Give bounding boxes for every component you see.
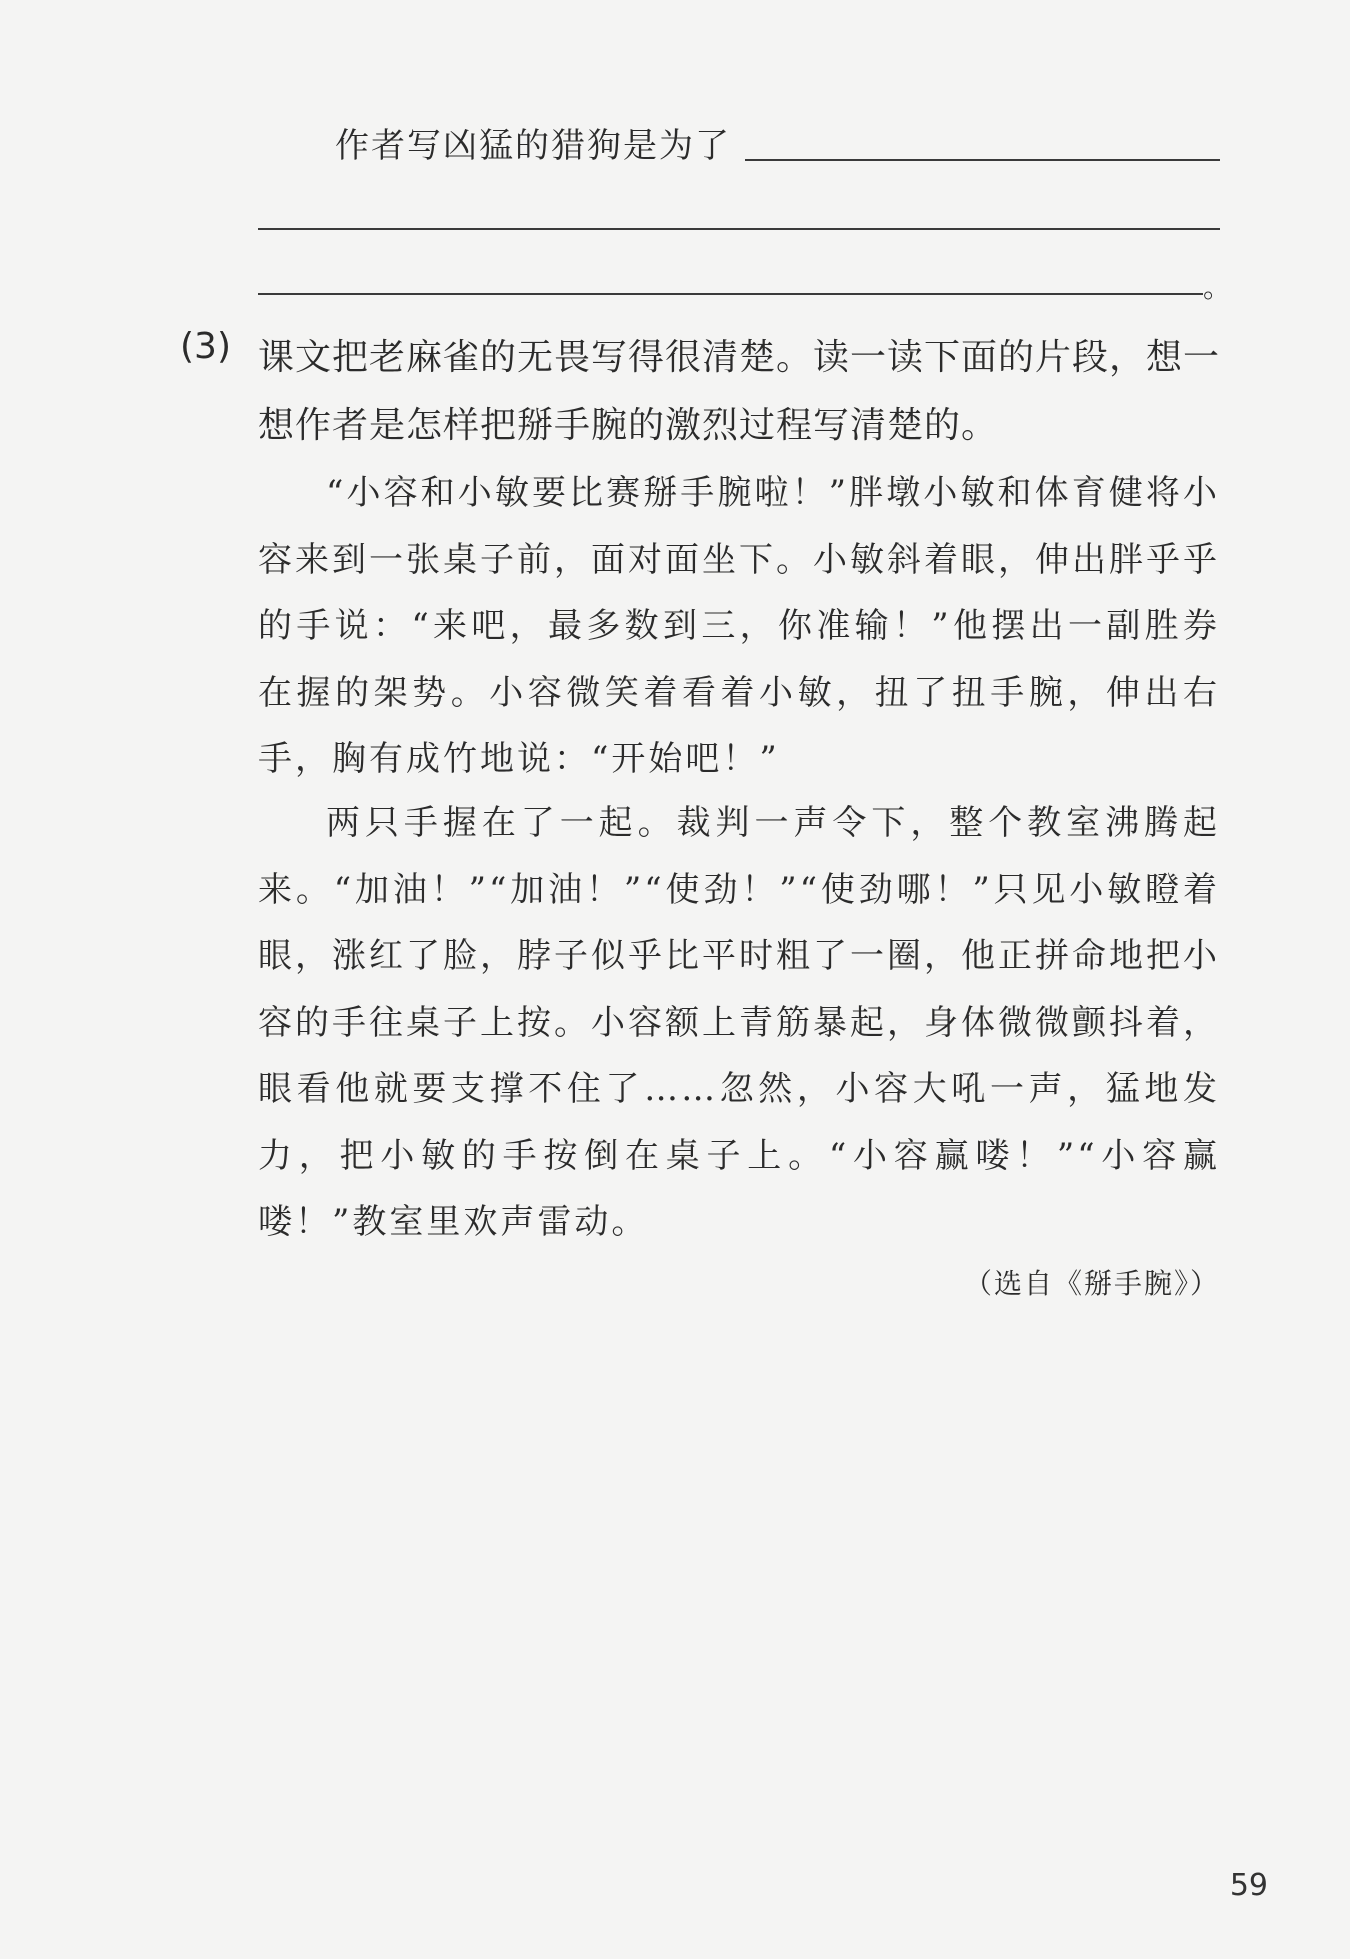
- answer-blank-line[interactable]: [258, 293, 1203, 295]
- question-number: (3): [180, 326, 231, 367]
- passage-source: （选自《掰手腕》）: [963, 1267, 1220, 1300]
- question-text: 课文把老麻雀的无畏写得很清楚。读一读下面的片段，想一想作者是怎样把掰手腕的激烈过程写清楚的。: [258, 337, 1221, 446]
- answer-end-mark: 。: [1203, 271, 1232, 304]
- passage-paragraph: 两只手握在了一起。裁判一声令下，整个教室沸腾起来。“加油！”“加油！”“使劲！”“使劲哪！”只见小敏瞪着眼，涨红了脸，脖子似乎比平时粗了一圈，他正拼命地把小容的手往桌子上按。小容额上青筋暴起，身体微微颤抖着，眼看他就要支撑不住了……忽然，小容大吼一声，猛地发力，把小敏的手按倒在桌子上。“小容赢喽！”“小容赢喽！”教室里欢声雷动。: [258, 803, 1220, 1242]
- answer-blank-line[interactable]: [745, 159, 1220, 161]
- passage-paragraph: “小容和小敏要比赛掰手腕啦！”胖墩小敏和体育健将小容来到一张桌子前，面对面坐下。小敏斜着眼，伸出胖乎乎的手说：“来吧，最多数到三，你准输！”他摆出一副胜券在握的架势。小容微笑着看着小敏，扭了扭手腕，伸出右手，胸有成竹地说：“开始吧！”: [258, 473, 1220, 779]
- fill-in-prompt: 作者写凶猛的猎狗是为了: [335, 126, 731, 166]
- answer-blank-line[interactable]: [258, 228, 1220, 230]
- page-number: 59: [1229, 1868, 1268, 1903]
